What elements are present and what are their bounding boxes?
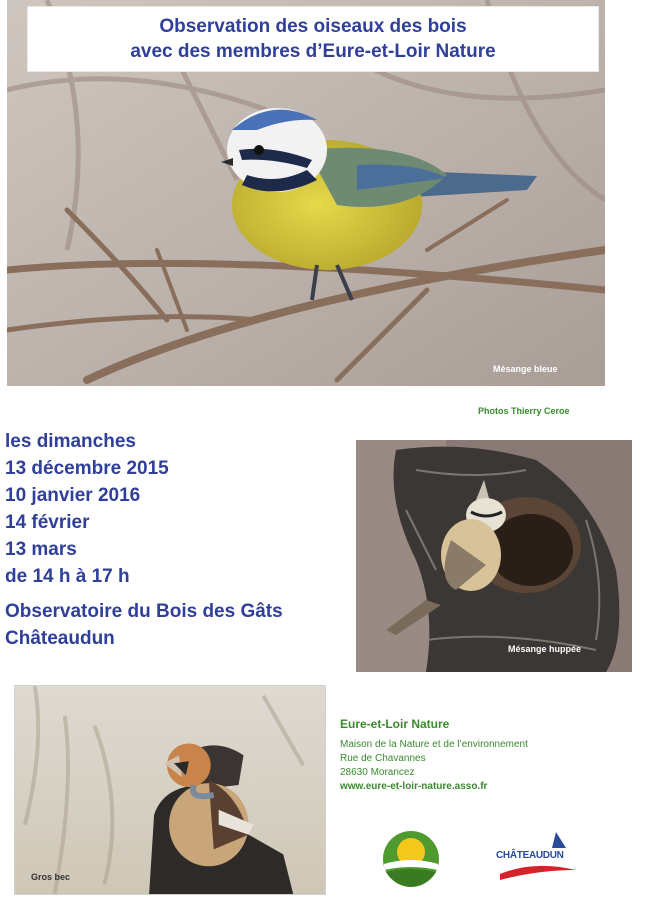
address-line-1: Maison de la Nature et de l’environnement [340,739,528,750]
middle-photo-caption: Mésange huppée [508,644,582,654]
title-line-2: avec des membres d’Eure-et-Loir Nature [130,41,496,62]
top-photo-caption: Mésange bleue [493,364,558,374]
organization-name: Eure-et-Loir Nature [340,717,450,731]
crested-tit-illustration [356,440,632,672]
photo-credit: Photos Thierry Ceroe [478,406,570,416]
hawfinch-photo [14,685,326,895]
title-banner [27,6,599,72]
sun-landscape-icon [382,830,440,888]
date-1: 13 décembre 2015 [5,458,169,479]
crested-tit-photo [356,440,632,672]
title-line-1: Observation des oiseaux des bois [159,16,467,37]
eure-et-loir-nature-logo [382,830,440,888]
city-logo-text: CHÂTEAUDUN [496,850,564,861]
address-line-3: 28630 Morancez [340,767,415,778]
venue-city: Châteaudun [5,628,115,649]
schedule-block [5,428,169,590]
address-line-2: Rue de Chavannes [340,753,426,764]
hawfinch-illustration [15,686,325,894]
schedule-heading: les dimanches [5,431,136,452]
venue-block [5,598,283,652]
bottom-photo-caption: Gros bec [31,872,71,882]
website-link[interactable]: www.eure-et-loir-nature.asso.fr [340,781,488,792]
blue-tit-photo [7,0,605,386]
venue-name: Observatoire du Bois des Gâts [5,601,283,622]
chateaudun-logo [494,830,580,880]
date-3: 14 février [5,512,90,533]
contact-block [340,716,528,794]
date-4: 13 mars [5,539,77,560]
schedule-hours: de 14 h à 17 h [5,566,130,587]
date-2: 10 janvier 2016 [5,485,141,506]
